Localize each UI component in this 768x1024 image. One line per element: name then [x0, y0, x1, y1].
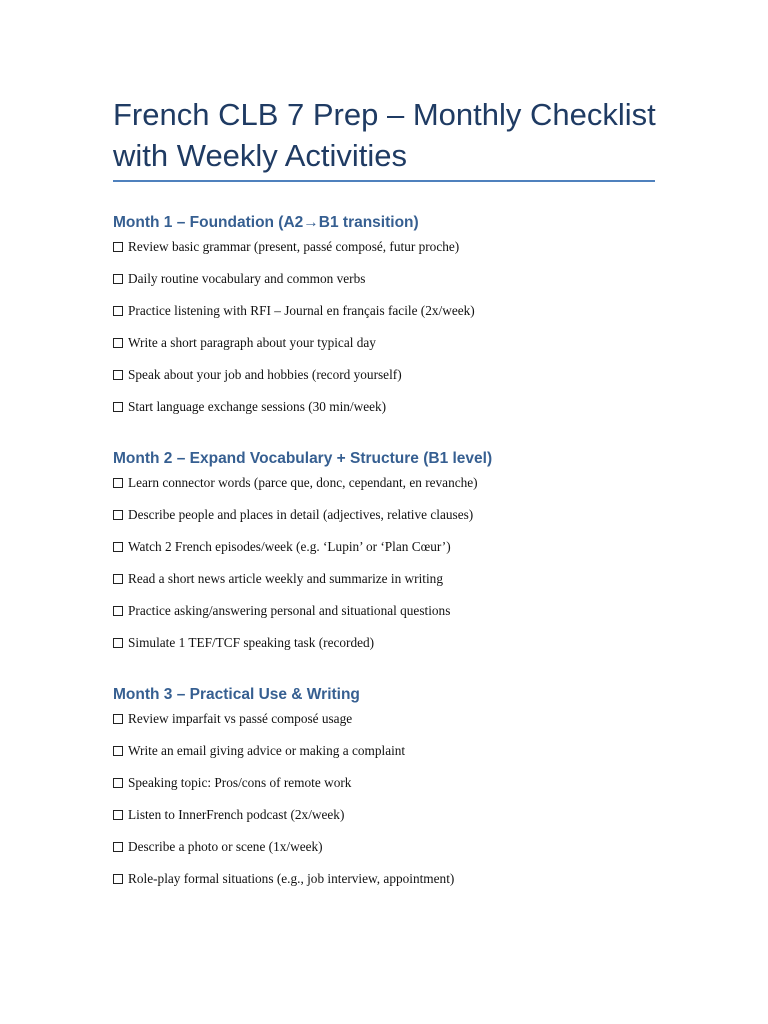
checklist-item-text: Describe a photo or scene (1x/week)	[128, 839, 323, 854]
checklist-item-text: Start language exchange sessions (30 min/week)	[128, 399, 387, 414]
checkbox-icon[interactable]	[113, 274, 123, 284]
checklist-item-text: Review basic grammar (present, passé composé, futur proche)	[128, 239, 460, 254]
checklist-item	[113, 838, 323, 856]
checklist-item-text: Practice asking/answering personal and situational questions	[128, 603, 451, 618]
checkbox-icon[interactable]	[113, 746, 123, 756]
checklist-item	[113, 270, 365, 288]
section-heading-month-2: Month 2 – Expand Vocabulary + Structure (B1 level)	[113, 450, 493, 467]
checklist-item-text: Describe people and places in detail (adjectives, relative clauses)	[128, 507, 474, 522]
checklist-item-text: Write an email giving advice or making a complaint	[128, 743, 406, 758]
checklist-item	[113, 238, 459, 256]
checklist-item-text: Review imparfait vs passé composé usage	[128, 711, 353, 726]
checklist-item	[113, 806, 344, 824]
checklist-item	[113, 398, 386, 416]
checkbox-icon[interactable]	[113, 842, 123, 852]
checkbox-icon[interactable]	[113, 778, 123, 788]
checklist-item-text: Listen to InnerFrench podcast (2x/week)	[128, 807, 345, 822]
checklist-item	[113, 538, 451, 556]
checklist-item-text: Speaking topic: Pros/cons of remote work	[128, 775, 352, 790]
checklist-item	[113, 570, 443, 588]
checklist-item-text: Speak about your job and hobbies (record yourself)	[128, 367, 402, 382]
checkbox-icon[interactable]	[113, 606, 123, 616]
checklist-item-text: Read a short news article weekly and summarize in writing	[128, 571, 443, 586]
checkbox-icon[interactable]	[113, 242, 123, 252]
checkbox-icon[interactable]	[113, 714, 123, 724]
section-heading-month-3: Month 3 – Practical Use & Writing	[113, 686, 360, 703]
checklist-item	[113, 742, 405, 760]
section-heading-month-1: Month 1 – Foundation (A2→B1 transition)	[113, 214, 419, 231]
checklist-item	[113, 474, 478, 492]
checklist-item-text: Role-play formal situations (e.g., job interview, appointment)	[128, 871, 455, 886]
checklist-item	[113, 366, 402, 384]
checkbox-icon[interactable]	[113, 402, 123, 412]
checklist-item-text: Learn connector words (parce que, donc, cependant, en revanche)	[128, 475, 478, 490]
checklist-item-text: Daily routine vocabulary and common verbs	[128, 271, 366, 286]
checkbox-icon[interactable]	[113, 638, 123, 648]
checklist-item	[113, 870, 454, 888]
checkbox-icon[interactable]	[113, 338, 123, 348]
checkbox-icon[interactable]	[113, 574, 123, 584]
checklist-item-text: Watch 2 French episodes/week (e.g. ‘Lupin’ or ‘Plan Cœur’)	[128, 539, 451, 554]
checkbox-icon[interactable]	[113, 306, 123, 316]
title-underline	[113, 180, 655, 182]
checklist-item-text: Simulate 1 TEF/TCF speaking task (recorded)	[128, 635, 375, 650]
checklist-item	[113, 602, 450, 620]
checkbox-icon[interactable]	[113, 874, 123, 884]
checklist-item-text: Practice listening with RFI – Journal en français facile (2x/week)	[128, 303, 475, 318]
checklist-item	[113, 710, 352, 728]
checkbox-icon[interactable]	[113, 542, 123, 552]
checkbox-icon[interactable]	[113, 370, 123, 380]
checkbox-icon[interactable]	[113, 478, 123, 488]
checklist-item	[113, 334, 376, 352]
checklist-item	[113, 302, 475, 320]
checklist-item-text: Write a short paragraph about your typical day	[128, 335, 376, 350]
checkbox-icon[interactable]	[113, 810, 123, 820]
document-title: French CLB 7 Prep – Monthly Checklist with Weekly Activities	[113, 97, 656, 173]
checklist-item	[113, 634, 374, 652]
checklist-item	[113, 774, 351, 792]
checklist-item	[113, 506, 473, 524]
checkbox-icon[interactable]	[113, 510, 123, 520]
